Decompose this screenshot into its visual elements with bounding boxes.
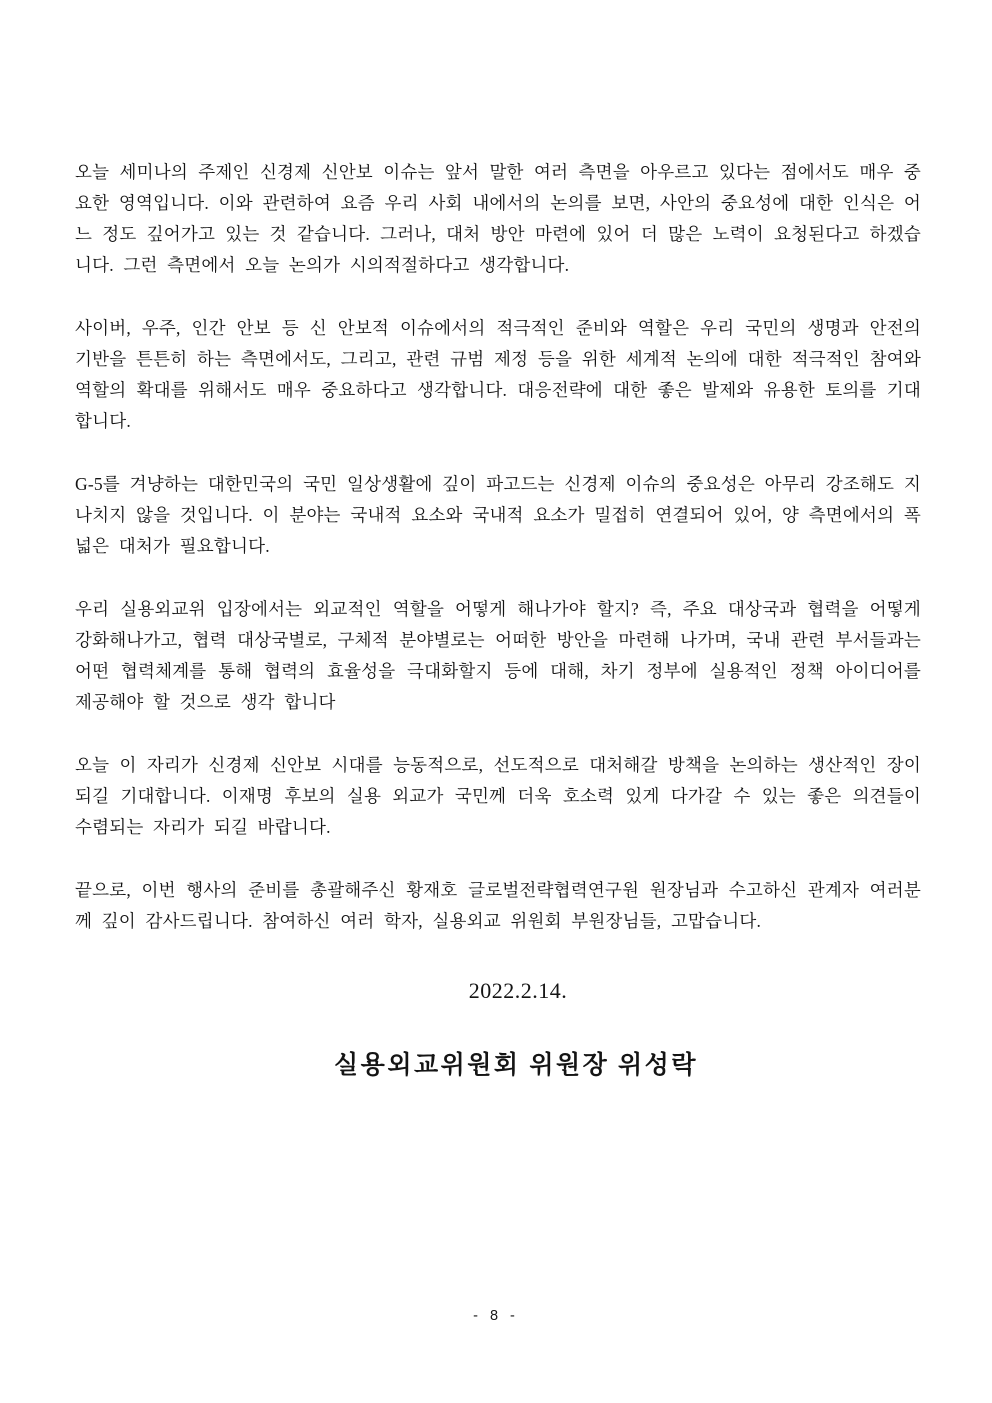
paragraph-closing-thanks: 끝으로, 이번 행사의 준비를 총괄해주신 황재호 글로벌전략협력연구원 원장님과 수고하신 관계자 여러분께 깊이 감사드립니다. 참여하신 여러 학자, 실용외교 위원회 부원장님들, 고맙습니다. <box>75 880 921 931</box>
paragraph-productive-discussion: 오늘 이 자리가 신경제 신안보 시대를 능동적으로, 선도적으로 대처해갈 방책을 논의하는 생산적인 장이 되길 기대합니다. 이재명 후보의 실용 외교가 국민께 더욱 호소력 있게 다가갈 수 있는 좋은 의견들이 수렴되는 자리가 되길 바랍니다. <box>75 755 921 837</box>
letter-date: 2022.2.14. <box>468 978 568 1003</box>
letter-body <box>75 157 921 1081</box>
paragraph-diplomatic-role: 우리 실용외교위 입장에서는 외교적인 역할을 어떻게 해나가야 할지? 즉, 주요 대상국과 협력을 어떻게 강화해나가고, 협력 대상국별로, 구체적 분야별로는 어떠한 방안을 마련해 나가며, 국내 관련 부서들과는 어떤 협력체계를 통해 협력의 효율성을 극대화할지 등에 대해, 차기 정부에 실용적인 정책 아이디어를 제공해야 할 것으로 생각 합니다 <box>75 599 921 712</box>
page-number: - 8 - <box>473 1308 519 1324</box>
signature-line: 실용외교위원회 위원장 위성락 <box>334 1052 698 1079</box>
paragraph-g5-new-economy: G-5를 겨냥하는 대한민국의 국민 일상생활에 깊이 파고드는 신경제 이슈의 중요성은 아무리 강조해도 지나치지 않을 것입니다. 이 분야는 국내적 요소와 국내적 요소가 밀접히 연결되어 있어, 양 측면에서의 폭넓은 대처가 필요합니다. <box>75 474 921 556</box>
paragraph-new-security-issues: 사이버, 우주, 인간 안보 등 신 안보적 이슈에서의 적극적인 준비와 역할은 우리 국민의 생명과 안전의 기반을 튼튼히 하는 측면에서도, 그리고, 관련 규범 제정 등을 위한 세계적 논의에 대한 적극적인 참여와 역할의 확대를 위해서도 매우 중요하다고 생각합니다. 대응전략에 대한 좋은 발제와 유용한 토의를 기대합니다. <box>75 318 921 431</box>
paragraph-seminar-topic: 오늘 세미나의 주제인 신경제 신안보 이슈는 앞서 말한 여러 측면을 아우르고 있다는 점에서도 매우 중요한 영역입니다. 이와 관련하여 요즘 우리 사회 내에서의 논의를 보면, 사안의 중요성에 대한 인식은 어느 정도 깊어가고 있는 것 같습니다. 그러나, 대처 방안 마련에 있어 더 많은 노력이 요청된다고 하겠습니다. 그런 측면에서 오늘 논의가 시의적절하다고 생각합니다. <box>75 162 921 275</box>
